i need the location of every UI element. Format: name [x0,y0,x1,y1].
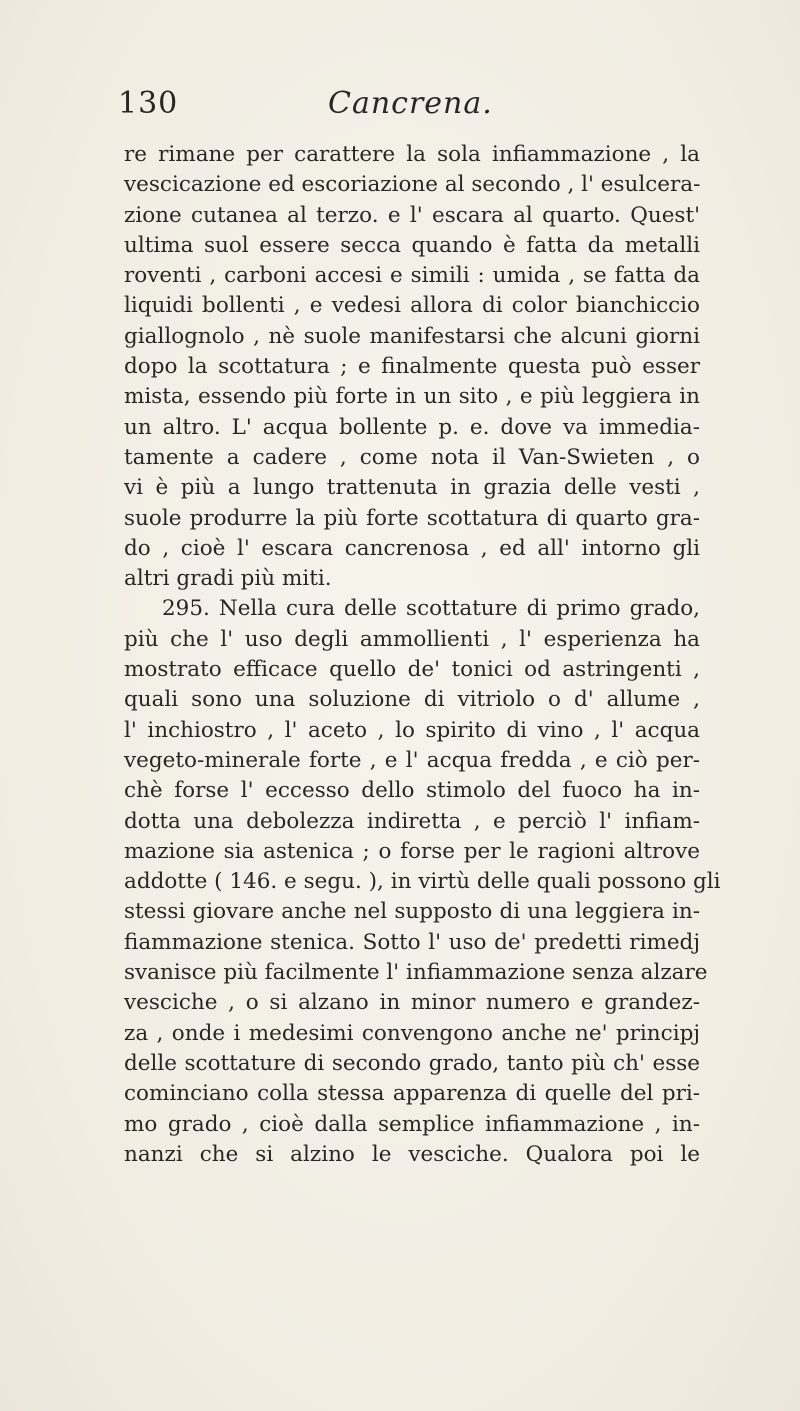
text-line: liquidi bollenti , e vedesi allora di color bianchiccio [124,293,700,319]
section-295-start: 295. Nella cura delle scottature di primo grado, [162,596,700,622]
text-line: fiammazione stenica. Sotto l' uso de' predetti rimedj [124,929,700,955]
text-line: vesciche , o si alzano in minor numero e grandez- [124,990,700,1016]
text-line: chè forse l' eccesso dello stimolo del fuoco ha in- [124,778,700,804]
text-line: mista, essendo più forte in un sito , e più leggiera in [124,384,700,410]
text-line: dopo la scottatura ; e finalmente questa può esser [124,354,700,380]
page-number: 130 [118,86,179,121]
text-line: addotte ( 146. e segu. ), in virtù delle quali possono gli [124,869,721,895]
text-line: ultima suol essere secca quando è fatta da metalli [124,232,700,258]
text-line: cominciano colla stessa apparenza di quelle del pri- [124,1081,700,1107]
text-line: tamente a cadere , come nota il Van-Swieten , o [124,444,700,470]
text-line: vegeto-minerale forte , e l' acqua fredda , e ciò per- [124,747,700,773]
page-header [118,86,690,126]
text-line: stessi giovare anche nel supposto di una leggiera in- [124,899,700,925]
text-line: mostrato efficace quello de' tonici od astringenti , [124,657,700,683]
text-line: roventi , carboni accesi e simili : umida , se fatta da [124,263,700,289]
text-line: un altro. L' acqua bollente p. e. dove va immedia- [124,414,700,440]
text-line: delle scottature di secondo grado, tanto più ch' esse [124,1050,700,1076]
text-line: zione cutanea al terzo. e l' escara al quarto. Quest' [124,202,700,228]
text-line: quali sono una soluzione di vitriolo o d' allume , [124,687,700,713]
text-line: do , cioè l' escara cancrenosa , ed all' intorno gli [124,535,700,561]
text-line: mazione sia astenica ; o forse per le ragioni altrove [124,838,700,864]
text-line: più che l' uso degli ammollienti , l' esperienza ha [124,626,700,652]
text-line: giallognolo , nè suole manifestarsi che alcuni giorni [124,323,700,349]
text-line: nanzi che si alzino le vesciche. Qualora poi le [124,1141,700,1167]
text-line: za , onde i medesimi convengono anche ne' principj [124,1020,700,1046]
text-line: l' inchiostro , l' aceto , lo spirito di vino , l' acqua [124,717,700,743]
body-text [124,140,721,1170]
text-line: suole produrre la più forte scottatura di quarto gra- [124,505,700,531]
text-line: dotta una debolezza indiretta , e perciò l' infiam- [124,808,700,834]
running-title: Cancrena. [328,86,493,121]
text-line: vi è più a lungo trattenuta in grazia delle vesti , [124,475,700,501]
text-line: re rimane per carattere la sola infiammazione , la [124,142,700,167]
paragraph-end-line: altri gradi più miti. [124,566,332,592]
text-line: svanisce più facilmente l' infiammazione senza alzare [124,960,708,986]
text-line: mo grado , cioè dalla semplice infiammazione , in- [124,1111,700,1137]
text-line: vescicazione ed escoriazione al secondo , l' esulcera- [124,172,701,198]
